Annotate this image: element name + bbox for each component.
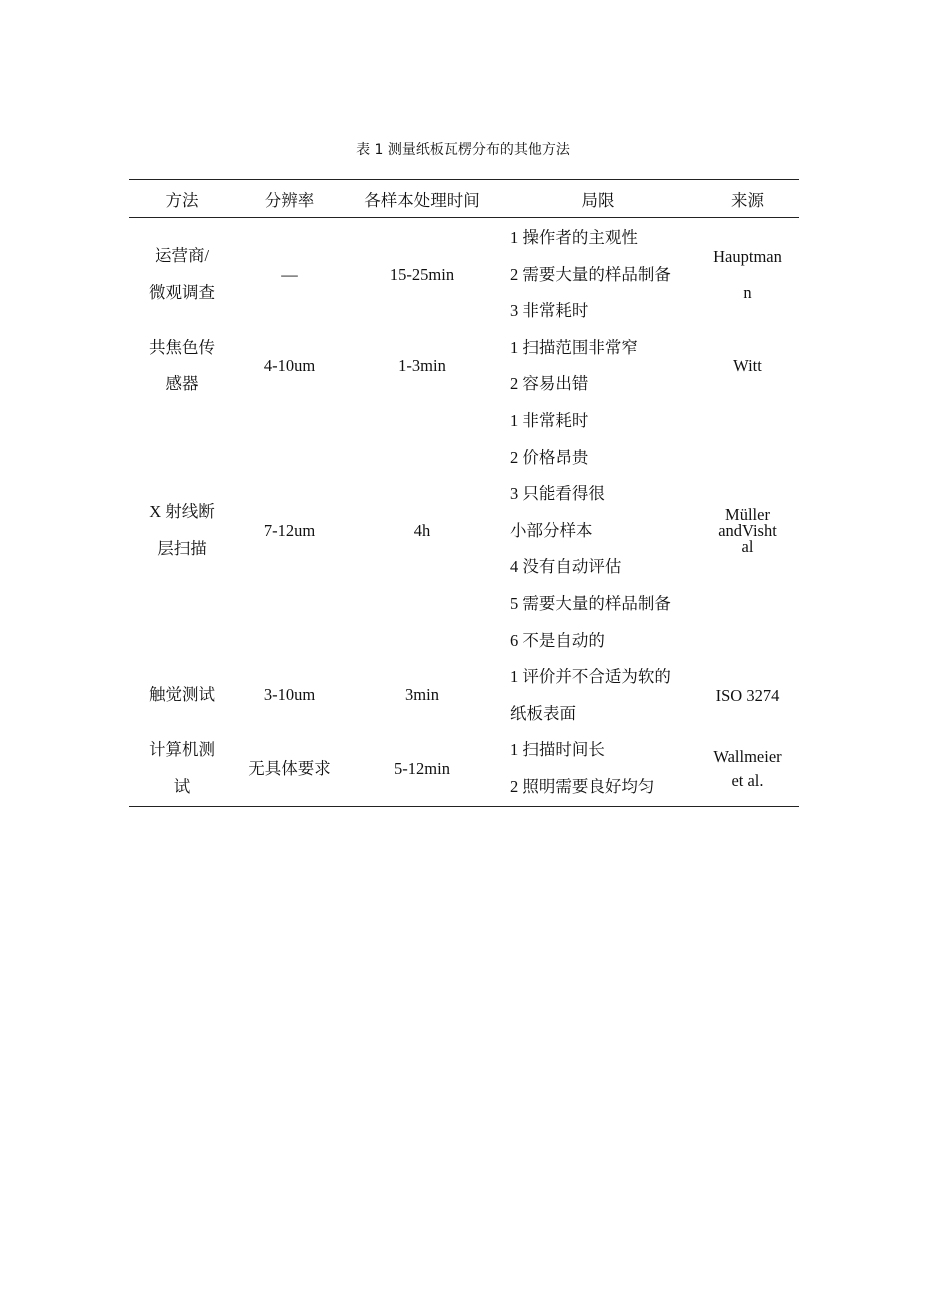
table-caption: 表 1 测量纸板瓦楞分布的其他方法 bbox=[356, 142, 570, 158]
header-source: 来源 bbox=[731, 190, 764, 210]
source-text: andVisht bbox=[718, 521, 777, 541]
limits-cell bbox=[500, 218, 696, 330]
source-cell bbox=[696, 403, 799, 659]
time-cell: 5-12min bbox=[394, 758, 450, 778]
header-time: 各样本处理时间 bbox=[364, 190, 480, 210]
limit-item: 4 没有自动评估 bbox=[510, 557, 622, 577]
method-text: 共焦色传 bbox=[149, 337, 215, 357]
source-cell bbox=[696, 659, 799, 732]
source-text: Hauptman bbox=[713, 246, 782, 266]
limit-item: 1 评价并不合适为软的 bbox=[510, 667, 671, 687]
time-cell: 1-3min bbox=[398, 356, 446, 376]
method-cell bbox=[129, 732, 235, 806]
time-cell: 4h bbox=[413, 520, 431, 540]
limit-item: 3 非常耗时 bbox=[510, 301, 589, 321]
methods-table bbox=[129, 179, 799, 807]
limit-item: 1 操作者的主观性 bbox=[510, 228, 638, 247]
method-text: 感器 bbox=[165, 374, 199, 394]
limit-item: 1 扫描时间长 bbox=[510, 740, 605, 760]
table-row bbox=[129, 218, 799, 330]
source-text: Witt bbox=[733, 356, 762, 376]
limits-cell bbox=[500, 403, 696, 659]
time-cell: 3min bbox=[405, 685, 439, 705]
limit-item: 2 照明需要良好均匀 bbox=[510, 776, 655, 796]
method-text: 计算机测 bbox=[149, 740, 215, 760]
resolution-cell: 3-10um bbox=[263, 685, 316, 705]
limit-item: 5 需要大量的样品制备 bbox=[510, 593, 671, 613]
method-cell bbox=[129, 403, 235, 659]
header-resolution: 分辨率 bbox=[264, 190, 315, 210]
resolution-cell: 4-10um bbox=[263, 356, 316, 376]
time-cell: 15-25min bbox=[389, 264, 455, 284]
limits-cell bbox=[500, 659, 696, 732]
limit-item: 1 非常耗时 bbox=[510, 410, 589, 430]
method-cell bbox=[129, 218, 235, 330]
table-row bbox=[129, 732, 799, 806]
header-method: 方法 bbox=[165, 190, 199, 210]
header-limits: 局限 bbox=[581, 190, 615, 210]
method-text: 微观调查 bbox=[149, 282, 215, 302]
table-row bbox=[129, 330, 799, 403]
resolution-cell: 7-12um bbox=[263, 520, 316, 540]
source-text: al bbox=[741, 537, 754, 557]
method-text: 试 bbox=[173, 776, 191, 796]
limit-item: 6 不是自动的 bbox=[510, 630, 605, 650]
method-text: 层扫描 bbox=[157, 539, 207, 559]
method-cell bbox=[129, 659, 235, 732]
source-cell bbox=[696, 218, 799, 330]
limit-item: 2 价格昂贵 bbox=[510, 447, 589, 467]
limits-cell bbox=[500, 732, 696, 806]
method-text: 运营商/ bbox=[154, 246, 210, 266]
table-row bbox=[129, 659, 799, 732]
limit-item: 2 容易出错 bbox=[510, 374, 589, 394]
limit-item: 2 需要大量的样品制备 bbox=[510, 264, 671, 284]
source-cell bbox=[696, 330, 799, 403]
source-text: et al. bbox=[731, 770, 764, 790]
limit-item: 纸板表面 bbox=[510, 703, 576, 723]
source-text: Wallmeier bbox=[713, 746, 782, 766]
resolution-cell: — bbox=[281, 264, 298, 284]
method-text: 触觉测试 bbox=[149, 685, 215, 705]
method-cell bbox=[129, 330, 235, 403]
limit-item: 3 只能看得很 bbox=[510, 484, 605, 504]
source-text: ISO 3274 bbox=[715, 685, 780, 705]
table-header-row bbox=[129, 180, 799, 218]
source-cell bbox=[696, 732, 799, 806]
resolution-cell: 无具体要求 bbox=[248, 758, 331, 778]
limit-item: 1 扫描范围非常窄 bbox=[510, 337, 638, 357]
table-row bbox=[129, 403, 799, 659]
source-text: Müller bbox=[725, 505, 770, 525]
source-text: n bbox=[743, 282, 752, 302]
limits-cell bbox=[500, 330, 696, 403]
method-text: X 射线断 bbox=[149, 502, 215, 522]
limit-item: 小部分样本 bbox=[510, 520, 593, 540]
